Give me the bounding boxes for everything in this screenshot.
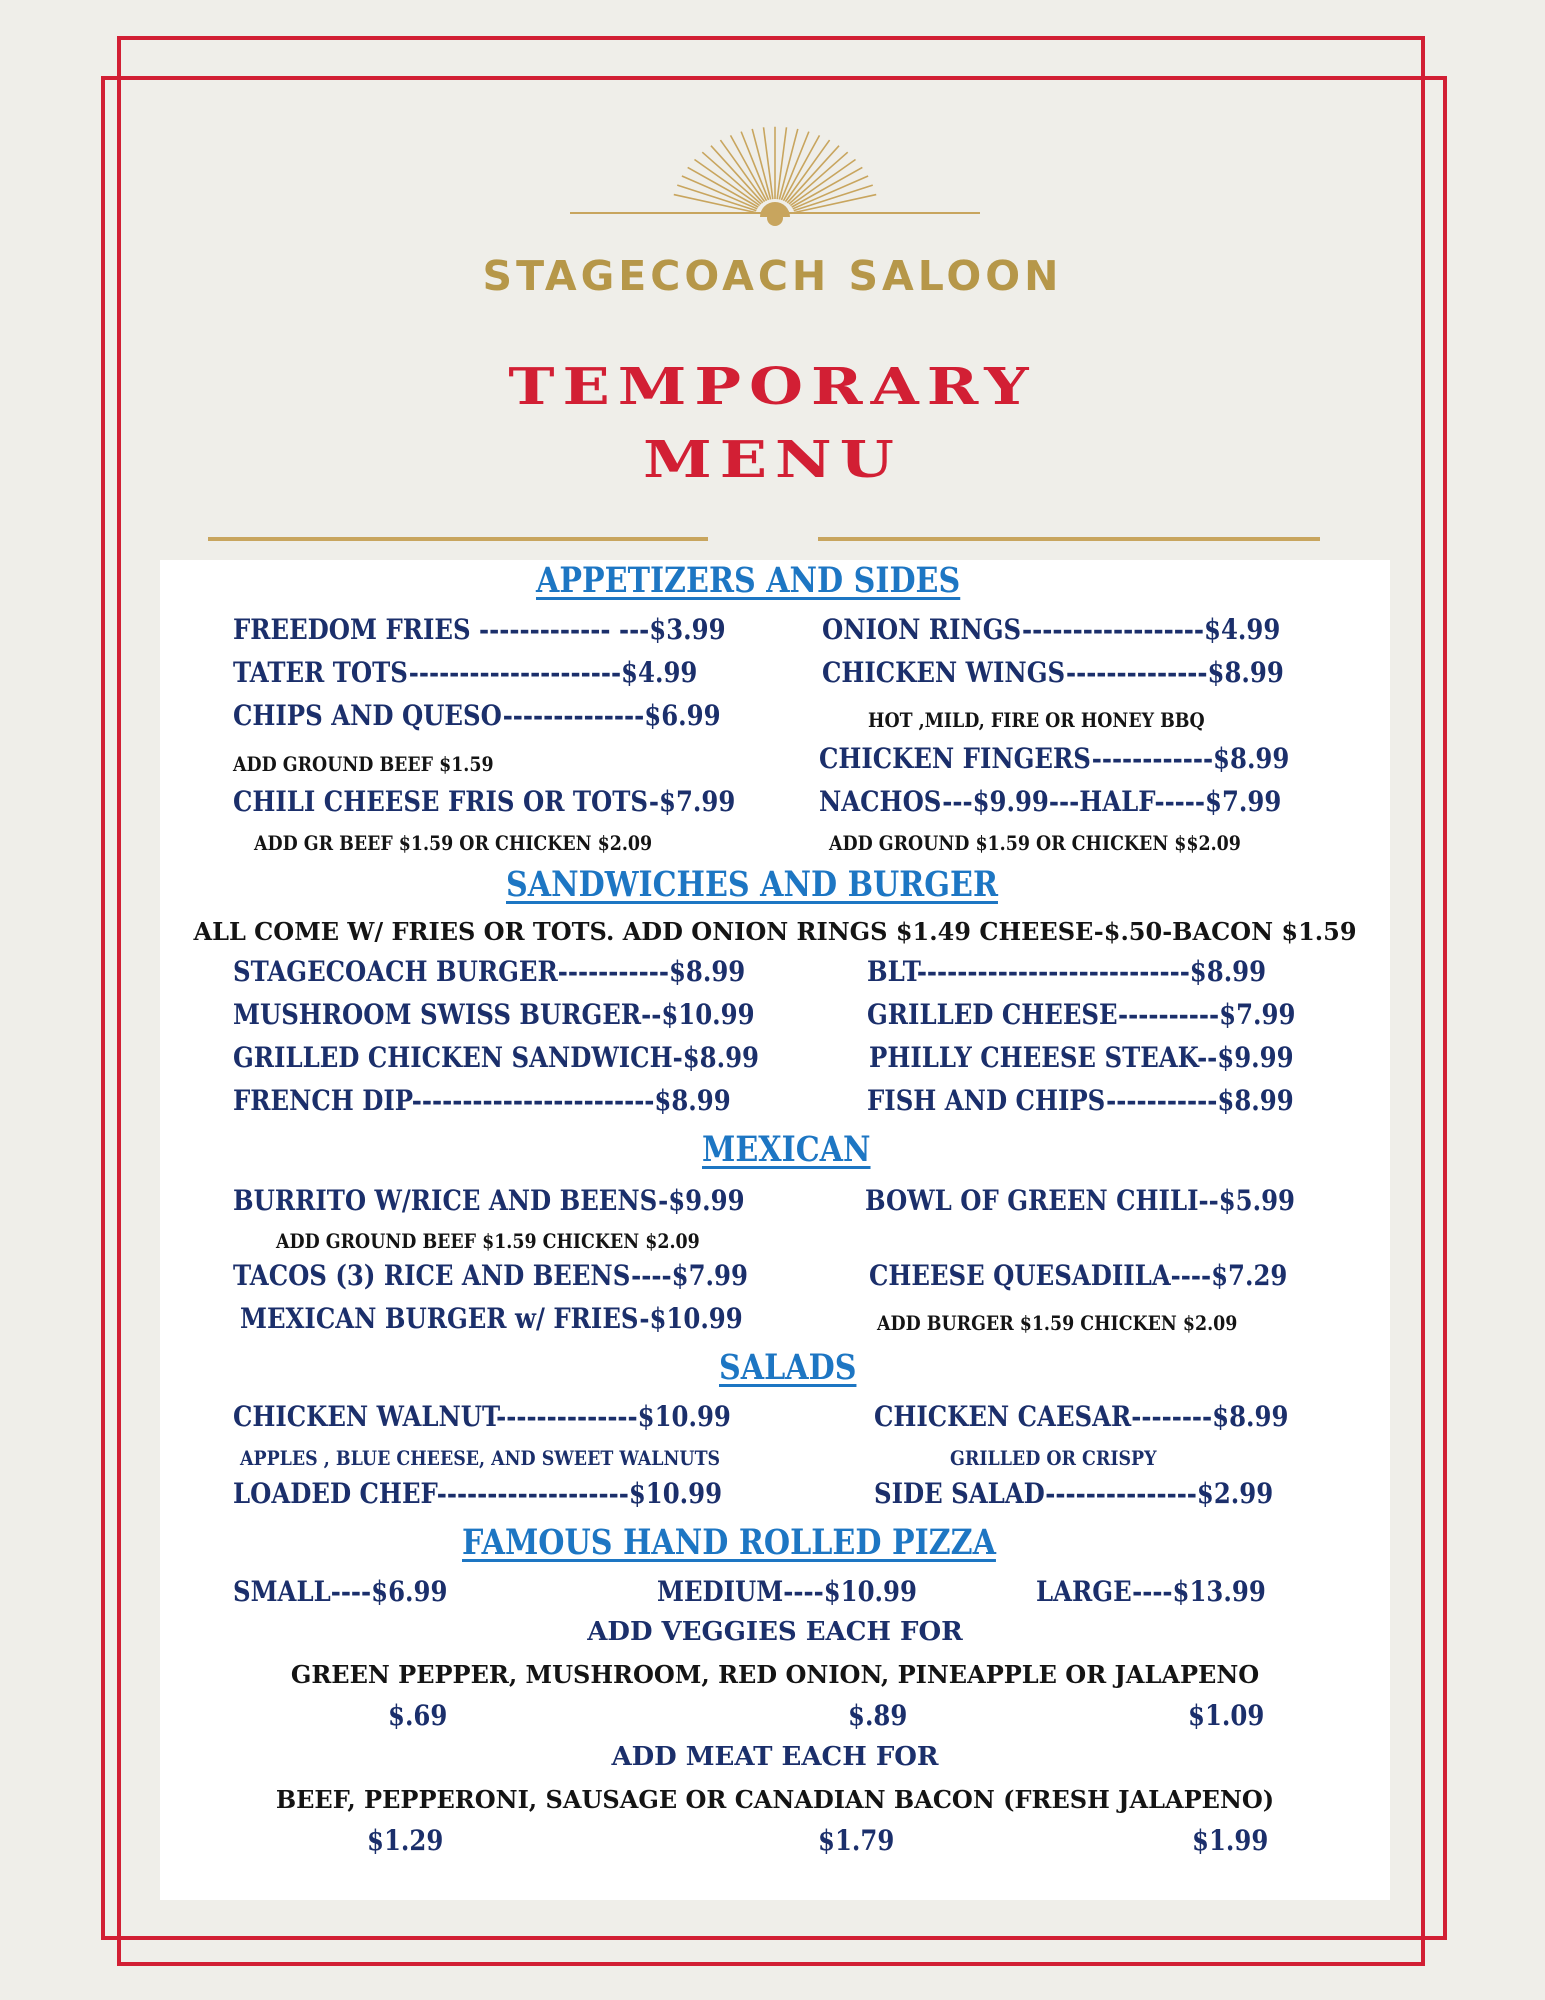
- brand-name: STAGECOACH SALOON: [482, 252, 1063, 300]
- item-note: GRILLED OR CRISPY: [950, 1446, 1157, 1470]
- item-note: ADD GROUND BEEF $1.59 CHICKEN $2.09: [276, 1229, 700, 1253]
- menu-item: CHILI CHEESE FRIS OR TOTS-$7.99: [233, 785, 736, 818]
- veggie-price: $1.09: [1188, 1699, 1265, 1732]
- menu-title-line2: MENU: [643, 429, 902, 490]
- menu-item: FRENCH DIP------------------------$8.99: [233, 1084, 731, 1117]
- item-note: ADD GROUND BEEF $1.59: [233, 752, 494, 776]
- menu-item: SMALL----$6.99: [233, 1575, 448, 1608]
- menu-item: CHICKEN FINGERS------------$8.99: [819, 742, 1290, 775]
- menu-item: MEXICAN BURGER w/ FRIES-$10.99: [240, 1302, 743, 1335]
- section-heading-appetizers: APPETIZERS AND SIDES: [536, 560, 961, 601]
- menu-item: STAGECOACH BURGER-----------$8.99: [233, 955, 746, 988]
- section-heading-pizza: FAMOUS HAND ROLLED PIZZA: [462, 1522, 996, 1563]
- meat-price: $1.29: [367, 1824, 444, 1857]
- menu-item: MEDIUM----$10.99: [657, 1575, 917, 1608]
- veggie-price: $.69: [388, 1699, 448, 1732]
- meat-price: $1.79: [818, 1824, 895, 1857]
- meat-label: ADD MEAT EACH FOR: [611, 1742, 939, 1772]
- gold-divider-right: [818, 537, 1320, 541]
- menu-item: BURRITO W/RICE AND BEENS-$9.99: [233, 1184, 745, 1217]
- sandwiches-intro: ALL COME W/ FRIES OR TOTS. ADD ONION RINGS $1.49 CHEESE-$.50-BACON $1.59: [193, 917, 1357, 946]
- menu-item: FREEDOM FRIES ------------- ---$3.99: [233, 613, 726, 646]
- menu-item: PHILLY CHEESE STEAK--$9.99: [869, 1041, 1294, 1074]
- gold-divider-left: [208, 537, 708, 541]
- veggies-list: GREEN PEPPER, MUSHROOM, RED ONION, PINEAPPLE OR JALAPENO: [290, 1660, 1260, 1689]
- menu-item: LARGE----$13.99: [1036, 1575, 1266, 1608]
- item-note: ADD GROUND $1.59 OR CHICKEN $$2.09: [829, 831, 1241, 855]
- menu-item: TATER TOTS---------------------$4.99: [233, 656, 698, 689]
- item-note: HOT ,MILD, FIRE OR HONEY BBQ: [868, 708, 1205, 732]
- menu-item: CHIPS AND QUESO--------------$6.99: [233, 699, 721, 732]
- menu-item: SIDE SALAD---------------$2.99: [874, 1477, 1274, 1510]
- menu-title-line1: TEMPORARY: [508, 356, 1037, 417]
- menu-item: FISH AND CHIPS-----------$8.99: [867, 1084, 1294, 1117]
- menu-item: ONION RINGS------------------$4.99: [822, 613, 1281, 646]
- menu-item: BOWL OF GREEN CHILI--$5.99: [865, 1184, 1295, 1217]
- meat-price: $1.99: [1192, 1824, 1269, 1857]
- menu-item: CHICKEN WALNUT--------------$10.99: [233, 1400, 731, 1433]
- item-note: APPLES , BLUE CHEESE, AND SWEET WALNUTS: [240, 1446, 721, 1470]
- veggies-label: ADD VEGGIES EACH FOR: [587, 1617, 963, 1647]
- section-heading-sandwiches: SANDWICHES AND BURGER: [506, 864, 998, 905]
- item-note: ADD BURGER $1.59 CHICKEN $2.09: [877, 1311, 1238, 1335]
- section-heading-mexican: MEXICAN: [702, 1129, 871, 1170]
- menu-item: CHICKEN CAESAR--------$8.99: [874, 1400, 1289, 1433]
- sunburst-logo-icon: [560, 105, 990, 230]
- menu-item: NACHOS---$9.99---HALF-----$7.99: [819, 785, 1282, 818]
- veggie-price: $.89: [848, 1699, 908, 1732]
- menu-item: TACOS (3) RICE AND BEENS----$7.99: [233, 1259, 748, 1292]
- section-heading-salads: SALADS: [719, 1347, 857, 1388]
- menu-item: CHICKEN WINGS--------------$8.99: [822, 656, 1284, 689]
- menu-item: CHEESE QUESADIILA----$7.29: [869, 1259, 1288, 1292]
- menu-item: MUSHROOM SWISS BURGER--$10.99: [233, 998, 755, 1031]
- menu-item: GRILLED CHICKEN SANDWICH-$8.99: [233, 1041, 759, 1074]
- menu-item: GRILLED CHEESE----------$7.99: [867, 998, 1296, 1031]
- menu-item: LOADED CHEF-------------------$10.99: [233, 1477, 723, 1510]
- meat-list: BEEF, PEPPERONI, SAUSAGE OR CANADIAN BACON (FRESH JALAPENO): [275, 1785, 1275, 1814]
- menu-item: BLT---------------------------$8.99: [867, 955, 1267, 988]
- item-note: ADD GR BEEF $1.59 OR CHICKEN $2.09: [254, 831, 653, 855]
